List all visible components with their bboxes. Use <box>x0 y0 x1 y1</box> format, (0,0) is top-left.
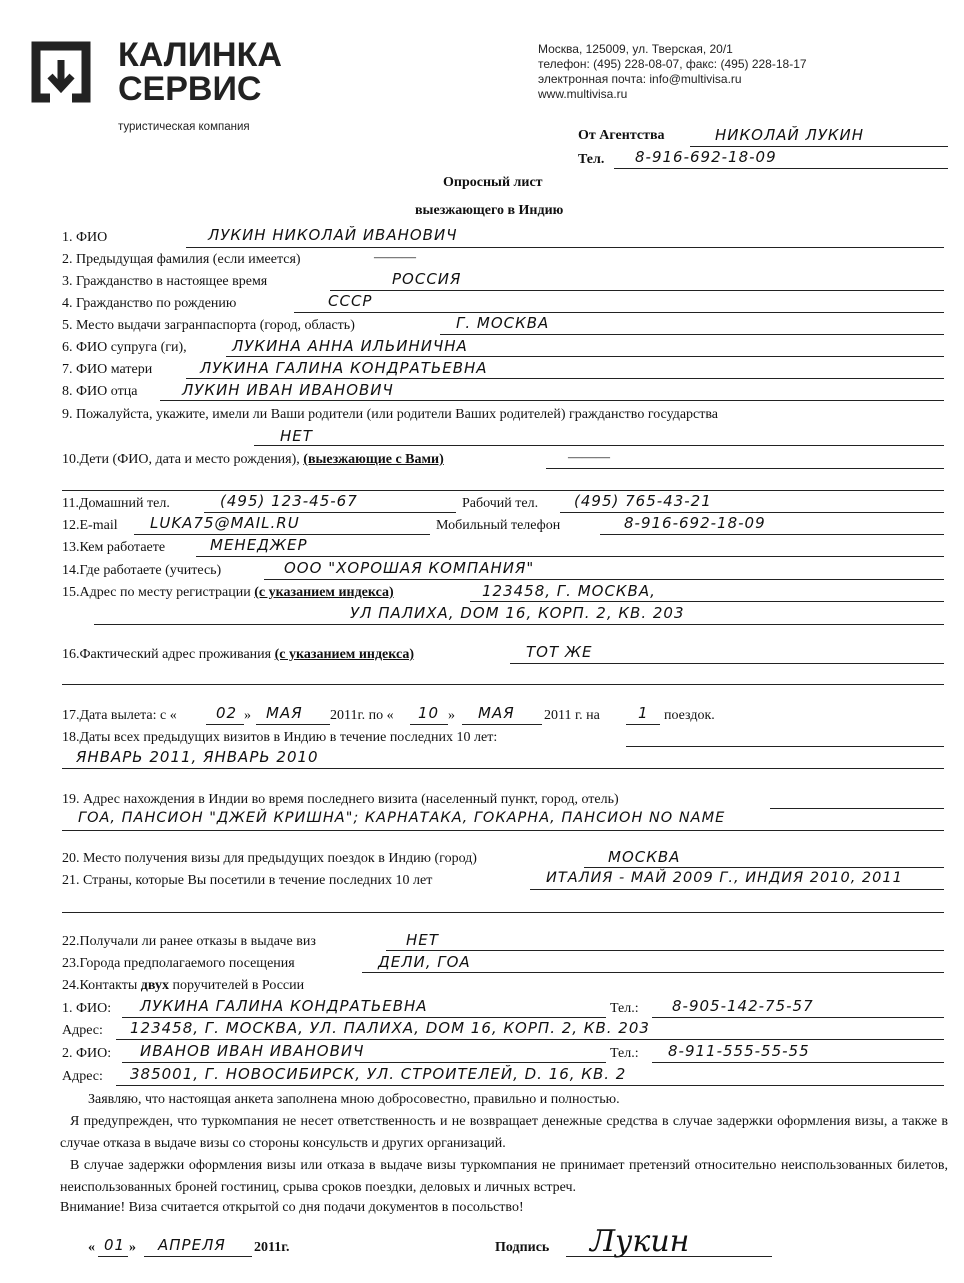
q17-year2: 2011 г. на <box>544 708 600 723</box>
q1-line <box>186 247 944 248</box>
q11-work-value: (495) 765-43-21 <box>574 492 712 510</box>
q15-value-2: УЛ ПАЛИХА, DOM 16, КОРП. 2, КВ. 203 <box>350 604 685 622</box>
signature-value: Лукин <box>590 1224 690 1259</box>
guarantor2-name: ИВАНОВ ИВАН ИВАНОВИЧ <box>140 1042 365 1060</box>
q8-value: ЛУКИН ИВАН ИВАНОВИЧ <box>182 381 394 399</box>
q17-day1-line <box>206 724 244 725</box>
q17-day1: 02 <box>216 704 238 722</box>
q9-line <box>254 445 944 446</box>
brand-line2: СЕРВИС <box>118 70 262 108</box>
disclaimer-text-1: Я предупрежден, что туркомпания не несет ответственность и не возвращает денежные средства в случае задержки оформления визы, а также в случае отказа в выдаче визы со стороны консульств и других организаций. <box>60 1114 948 1151</box>
declaration-text: Заявляю, что настоящая анкета заполнена мною добросовестно, правильно и полностью. <box>88 1092 620 1107</box>
q11-work-label: Рабочий тел. <box>462 496 539 511</box>
q17-sep1: » <box>244 708 251 723</box>
guarantor2-address-line <box>116 1085 944 1086</box>
tel-value: 8-916-692-18-09 <box>635 148 777 166</box>
guarantor1-tel: 8-905-142-75-57 <box>672 997 814 1015</box>
guarantor1-address-line <box>116 1039 944 1040</box>
q17-month2: МАЯ <box>478 704 515 722</box>
q21-label: 21. Страны, которые Вы посетили в течение последних 10 лет <box>62 873 433 888</box>
date-month-line <box>144 1256 252 1257</box>
q15-value-1: 123458, Г. МОСКВА, <box>482 582 656 600</box>
q3-value: РОССИЯ <box>392 270 462 288</box>
q18-value: ЯНВАРЬ 2011, ЯНВАРЬ 2010 <box>76 748 319 766</box>
q12-label: 12.E-mail <box>62 518 118 533</box>
q10-value: ——— <box>568 450 610 465</box>
guarantor2-tel-label: Тел.: <box>610 1046 639 1061</box>
q5-label: 5. Место выдачи загранпаспорта (город, область) <box>62 318 355 333</box>
q20-value: МОСКВА <box>608 848 681 866</box>
q17-sep2: » <box>448 708 455 723</box>
guarantor1-address-label: Адрес: <box>62 1023 103 1038</box>
date-month: АПРЕЛЯ <box>158 1236 226 1254</box>
q21-line <box>530 889 944 890</box>
q14-value: ООО "ХОРОШАЯ КОМПАНИЯ" <box>284 559 535 577</box>
q21-line-2 <box>62 912 944 913</box>
form-title-2: выезжающего в Индию <box>415 203 564 218</box>
q10-line <box>546 468 944 469</box>
q12-mobile-line <box>600 534 944 535</box>
guarantor2-tel-line <box>652 1062 944 1063</box>
guarantor1-name-line <box>122 1017 606 1018</box>
disclaimer-text-2: В случае задержки оформления визы или отказа в выдаче визы туркомпания не принимает претензий относительно неиспользованных билетов, неиспользованных броней гостиниц, срыва сроков поездки, деловых и личных встреч. <box>60 1158 948 1195</box>
q17-count: 1 <box>638 704 649 722</box>
q21-value: ИТАЛИЯ - МАЙ 2009 Г., ИНДИЯ 2010, 2011 <box>546 870 903 886</box>
q22-value: НЕТ <box>406 931 439 949</box>
contact-website: www.multivisa.ru <box>538 87 628 101</box>
q17-month2-line <box>462 724 542 725</box>
q4-line <box>294 312 944 313</box>
contact-address: Москва, 125009, ул. Тверская, 20/1 <box>538 42 733 56</box>
guarantor2-name-label: 2. ФИО: <box>62 1046 112 1061</box>
q11-label: 11.Домашний тел. <box>62 496 170 511</box>
q1-label: 1. ФИО <box>62 230 108 245</box>
q19-line <box>770 808 944 809</box>
q19-line-2 <box>62 830 944 831</box>
guarantor1-name-label: 1. ФИО: <box>62 1001 112 1016</box>
contact-phone: телефон: (495) 228-08-07, факс: (495) 228-18-17 <box>538 57 807 71</box>
brand-subtitle: туристическая компания <box>118 121 250 133</box>
brand-line1: КАЛИНКА <box>118 36 282 74</box>
guarantor2-name-line <box>122 1062 606 1063</box>
q10-label: 10.Дети (ФИО, дата и место рождения), (выезжающие с Вами) <box>62 452 444 467</box>
q15-label: 15.Адрес по месту регистрации (с указанием индекса) <box>62 585 394 600</box>
agency-line <box>690 146 948 147</box>
contact-email: электронная почта: info@multivisa.ru <box>538 72 742 86</box>
q8-label: 8. ФИО отца <box>62 384 138 399</box>
q23-label: 23.Города предполагаемого посещения <box>62 956 295 971</box>
q17-suffix: поездок. <box>664 708 715 723</box>
date-close: » <box>129 1240 136 1255</box>
q5-value: Г. МОСКВА <box>456 314 550 332</box>
q22-line <box>386 950 944 951</box>
q14-line <box>264 579 944 580</box>
q19-label: 19. Адрес нахождения в Индии во время последнего визита (населенный пункт, город, отель) <box>62 792 619 807</box>
q9-text: 9. Пожалуйста, укажите, имели ли Ваши родители (или родители Ваших родителей) гражданство государства <box>62 407 719 422</box>
q13-value: МЕНЕДЖЕР <box>210 536 308 554</box>
q24-label: 24.Контакты двух поручителей в России <box>62 978 305 993</box>
q17-day2-line <box>410 724 448 725</box>
date-day: 01 <box>104 1236 126 1254</box>
q1-value: ЛУКИН НИКОЛАЙ ИВАНОВИЧ <box>208 226 458 244</box>
q17-year1: 2011г. по « <box>330 708 394 723</box>
signature-label: Подпись <box>495 1240 550 1255</box>
q6-value: ЛУКИНА АННА ИЛЬИНИЧНА <box>232 337 468 355</box>
q12-mobile-value: 8-916-692-18-09 <box>624 514 766 532</box>
agency-label: От Агентства <box>578 128 665 143</box>
q7-value: ЛУКИНА ГАЛИНА КОНДРАТЬЕВНА <box>200 359 488 377</box>
q7-line <box>186 378 944 379</box>
q18-line-2 <box>62 768 944 769</box>
tel-label: Тел. <box>578 152 605 167</box>
form-title-1: Опросный лист <box>443 175 543 190</box>
q11-line <box>204 512 456 513</box>
q20-line <box>584 867 944 868</box>
q15-line-2 <box>94 624 944 625</box>
q20-label: 20. Место получения визы для предыдущих поездок в Индию (город) <box>62 851 477 866</box>
q8-line <box>160 400 944 401</box>
q17-label: 17.Дата вылета: с « <box>62 708 177 723</box>
q16-line <box>510 663 944 664</box>
q22-label: 22.Получали ли ранее отказы в выдаче виз <box>62 934 316 949</box>
tel-line <box>614 168 948 169</box>
q12-line <box>134 534 430 535</box>
q23-value: ДЕЛИ, ГОА <box>378 953 471 971</box>
guarantor1-tel-label: Тел.: <box>610 1001 639 1016</box>
date-year: 2011г. <box>254 1240 290 1255</box>
q14-label: 14.Где работаете (учитесь) <box>62 563 222 578</box>
q5-line <box>440 334 944 335</box>
guarantor2-address: 385001, Г. НОВОСИБИРСК, УЛ. СТРОИТЕЛЕЙ, D. 16, КВ. 2 <box>130 1065 627 1083</box>
q2-value: ——— <box>374 250 416 265</box>
logo-mark-icon <box>28 40 94 106</box>
q16-value: ТОТ ЖЕ <box>526 643 593 661</box>
date-open: « <box>88 1240 95 1255</box>
guarantor2-tel: 8-911-555-55-55 <box>668 1042 810 1060</box>
guarantor2-address-label: Адрес: <box>62 1069 103 1084</box>
q17-count-line <box>626 724 660 725</box>
q11-work-line <box>560 512 944 513</box>
q12-mobile-label: Мобильный телефон <box>436 518 561 533</box>
q2-label: 2. Предыдущая фамилия (если имеется) <box>62 252 301 267</box>
q16-label: 16.Фактический адрес проживания (с указанием индекса) <box>62 647 415 662</box>
date-day-line <box>98 1256 128 1257</box>
q13-label: 13.Кем работаете <box>62 540 166 555</box>
q18-label: 18.Даты всех предыдущих визитов в Индию в течение последних 10 лет: <box>62 730 498 745</box>
q6-label: 6. ФИО супруга (ги), <box>62 340 187 355</box>
q16-line-2 <box>62 684 944 685</box>
q13-line <box>196 556 944 557</box>
q17-day2: 10 <box>418 704 440 722</box>
q10-line-2 <box>62 490 944 491</box>
guarantor1-name: ЛУКИНА ГАЛИНА КОНДРАТЬЕВНА <box>140 997 428 1015</box>
guarantor1-tel-line <box>652 1017 944 1018</box>
q23-line <box>362 972 944 973</box>
q4-value: СССР <box>328 292 373 310</box>
warning-text: Внимание! Виза считается открытой со дня подачи документов в посольство! <box>60 1200 524 1215</box>
q17-month1-line <box>256 724 330 725</box>
q11-value: (495) 123-45-67 <box>220 492 358 510</box>
q12-value: LUKA75@MAIL.RU <box>150 514 300 532</box>
q3-label: 3. Гражданство в настоящее время <box>62 274 268 289</box>
q19-value: ГОА, ПАНСИОН "ДЖЕЙ КРИШНА"; КАРНАТАКА, ГОКАРНА, ПАНСИОН NO NAME <box>78 810 726 826</box>
q6-line <box>226 356 944 357</box>
q7-label: 7. ФИО матери <box>62 362 153 377</box>
q18-line <box>626 746 944 747</box>
q3-line <box>330 290 944 291</box>
q17-month1: МАЯ <box>266 704 303 722</box>
guarantor1-address: 123458, Г. МОСКВА, УЛ. ПАЛИХА, DOM 16, КОРП. 2, КВ. 203 <box>130 1019 650 1037</box>
q4-label: 4. Гражданство по рождению <box>62 296 237 311</box>
agency-value: НИКОЛАЙ ЛУКИН <box>715 126 865 144</box>
q15-line <box>470 601 944 602</box>
q9-value: НЕТ <box>280 427 313 445</box>
